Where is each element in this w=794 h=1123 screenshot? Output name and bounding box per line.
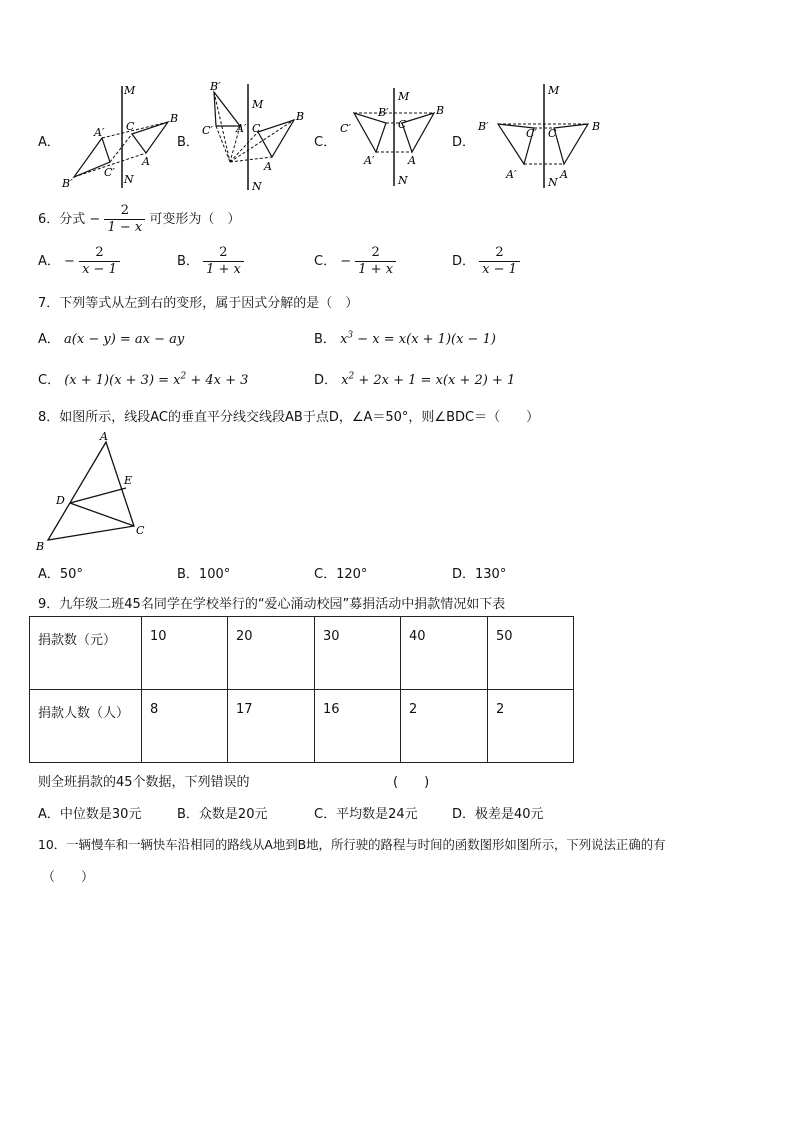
q5-option-b-label: B． [177, 135, 199, 150]
q6-option-a-sign: − [64, 254, 75, 269]
pt-b2: B′ [210, 80, 221, 93]
q6-option-c-den: 1 + x [358, 262, 394, 277]
pt-n: N [124, 173, 134, 186]
pt-c: C [252, 122, 261, 135]
q6-option-a-num: 2 [79, 245, 120, 262]
pt-c2: C′ [526, 127, 537, 140]
q8-option-a-text: 50° [59, 567, 83, 582]
q6-stem-num: 2 [104, 203, 145, 220]
q6-option-d-label: D． [452, 254, 476, 269]
q9-stem: 9．九年级二班45名同学在学校举行的“爱心涌动校园”募捐活动中捐款情况如下表 [38, 597, 506, 612]
pt-d: D [56, 494, 65, 507]
q6-option-c-label: C． [314, 254, 337, 269]
q8-option-d [452, 563, 506, 582]
q7-option-a-text: a(x − y) = ax − ay [64, 332, 185, 347]
table-cell: 2 [488, 690, 574, 763]
pt-b: B [170, 112, 178, 125]
pt-c: C [398, 118, 407, 131]
q6-option-d-num: 2 [479, 245, 520, 262]
q8-option-c-label: C． [314, 567, 337, 582]
q6-stem-sign: − [89, 212, 101, 227]
pt-n: N [398, 174, 408, 187]
q6-stem-den: 1 − x [107, 220, 143, 235]
q7-option-b-label: B． [314, 332, 336, 347]
pt-n: N [548, 176, 558, 189]
q6-option-b-num: 2 [203, 245, 244, 262]
q6-stem-suffix: 可变形为（ ） [149, 212, 241, 227]
pt-a2: A′ [94, 126, 105, 139]
q7-option-b [314, 328, 496, 347]
table-cell: 2 [401, 690, 488, 763]
q9-option-c-label: C． [314, 807, 337, 822]
q10-stem: 10．一辆慢车和一辆快车沿相同的路线从A地到B地，所行驶的路程与时间的函数图形如图所示，下列说法正确的有 [38, 837, 666, 852]
pt-m: M [252, 98, 264, 111]
table-row [30, 617, 574, 690]
pt-c2: C′ [340, 122, 351, 135]
pt-a: A [264, 160, 272, 173]
q6-option-b-den: 1 + x [206, 262, 241, 277]
q6-option-d-den: x − 1 [482, 262, 517, 277]
q8-option-c [314, 563, 367, 582]
q6-stem-prefix: 6．分式 [38, 212, 86, 227]
q8-option-b-text: 100° [198, 567, 231, 582]
q9-option-b [177, 803, 267, 822]
table-header-cell: 捐款数（元） [30, 617, 142, 690]
q7-option-b-sup: 3 [347, 330, 354, 341]
q7-option-c [38, 369, 248, 388]
q6-option-d-fraction [479, 245, 520, 278]
q6-option-d [452, 245, 520, 278]
pt-a2: A′ [364, 154, 375, 167]
q6-stem-fraction [104, 203, 145, 236]
table-header-cell: 捐款人数（人） [30, 690, 142, 763]
table-cell: 16 [315, 690, 401, 763]
q6-option-c-num: 2 [355, 245, 396, 262]
pt-b2: B′ [478, 120, 489, 133]
q7-option-b-post: − x = x(x + 1)(x − 1) [353, 332, 496, 347]
table-cell: 10 [142, 617, 228, 690]
q8-option-d-label: D． [452, 567, 476, 582]
q8-option-b-label: B． [177, 567, 199, 582]
pt-m: M [398, 90, 410, 103]
q6-option-c-sign: − [340, 254, 352, 269]
q9-option-d [452, 803, 544, 822]
q6-option-a [38, 245, 120, 278]
q9-option-d-label: D． [452, 807, 476, 822]
q6-option-b-fraction [203, 245, 244, 278]
q6-option-a-fraction [79, 245, 120, 278]
q9-question: 则全班捐款的45个数据，下列错误的 [38, 775, 250, 790]
pt-b: B [36, 540, 45, 553]
pt-n: N [252, 180, 262, 193]
q7-option-c-sup: 2 [180, 371, 187, 382]
q9-option-a-label: A． [38, 807, 60, 822]
q7-option-c-pre: (x + 1)(x + 3) = x [64, 373, 181, 388]
q8-option-d-text: 130° [475, 567, 507, 582]
q9-option-a-text: 中位数是30元 [59, 807, 142, 822]
pt-a: A [408, 154, 416, 167]
q5-option-a-label: A． [38, 135, 60, 150]
pt-a: A [142, 155, 150, 168]
table-cell: 40 [401, 617, 488, 690]
q6-stem [38, 203, 240, 236]
q8-option-b [177, 563, 230, 582]
q6-option-b [177, 245, 244, 278]
q7-option-a-label: A． [38, 332, 60, 347]
q7-option-a [38, 328, 184, 347]
q8-option-a [38, 563, 83, 582]
pt-b: B [296, 110, 305, 123]
table-cell: 50 [488, 617, 574, 690]
pt-a: A [100, 430, 108, 443]
pt-c: C [126, 120, 135, 133]
q9-option-d-text: 极差是40元 [475, 807, 544, 822]
q9-option-b-text: 众数是20元 [198, 807, 268, 822]
q5-figure-c [338, 86, 454, 190]
pt-c2: C′ [202, 124, 213, 137]
q6-option-a-den: x − 1 [82, 262, 117, 277]
q7-option-d-pre: x [341, 373, 349, 388]
q7-option-d-post: + 2x + 1 = x(x + 2) + 1 [354, 373, 516, 388]
q7-option-c-label: C． [38, 373, 61, 388]
pt-c: C [548, 127, 557, 140]
table-cell: 17 [228, 690, 315, 763]
q7-option-d [314, 369, 515, 388]
q5-figure-d [476, 82, 614, 192]
pt-b: B [592, 120, 601, 133]
donation-table [29, 616, 574, 763]
q8-triangle-figure [34, 430, 154, 554]
q5-figure-a [60, 82, 178, 194]
q5-option-c-label: C． [314, 135, 337, 150]
q9-option-b-label: B． [177, 807, 199, 822]
q7-stem: 7．下列等式从左到右的变形，属于因式分解的是（ ） [38, 296, 359, 311]
q6-option-c-fraction [355, 245, 396, 278]
pt-a2: A′ [506, 168, 517, 181]
pt-a: A [560, 168, 568, 181]
q8-stem: 8．如图所示，线段AC的垂直平分线交线段AB于点D，∠A＝50°，则∠BDC＝（ ） [38, 410, 540, 425]
pt-b: B [436, 104, 445, 117]
pt-b2: B′ [62, 177, 73, 190]
q10-paren: （ ） [42, 870, 95, 885]
q5-figure-b [200, 80, 312, 194]
pt-a2: A′ [236, 122, 247, 135]
q8-option-c-text: 120° [336, 567, 368, 582]
table-cell: 8 [142, 690, 228, 763]
q6-option-b-label: B． [177, 254, 199, 269]
q9-option-c-text: 平均数是24元 [336, 807, 418, 822]
q9-question-paren: ( ) [393, 775, 430, 790]
pt-b2: B′ [378, 106, 389, 119]
q8-option-a-label: A． [38, 567, 60, 582]
table-row [30, 690, 574, 763]
q6-option-a-label: A． [38, 254, 60, 269]
q7-option-c-post: + 4x + 3 [186, 373, 249, 388]
table-cell: 20 [228, 617, 315, 690]
q9-option-c [314, 803, 418, 822]
q7-option-d-label: D． [314, 373, 338, 388]
table-cell: 30 [315, 617, 401, 690]
pt-c: C [136, 524, 145, 537]
pt-m: M [548, 84, 560, 97]
q7-option-b-pre: x [340, 332, 348, 347]
pt-c2: C′ [104, 166, 115, 179]
pt-m: M [124, 84, 136, 97]
pt-e: E [124, 474, 133, 487]
q6-option-c [314, 245, 396, 278]
q7-option-d-sup: 2 [348, 371, 355, 382]
q5-option-d-label: D． [452, 135, 476, 150]
q9-option-a [38, 803, 141, 822]
